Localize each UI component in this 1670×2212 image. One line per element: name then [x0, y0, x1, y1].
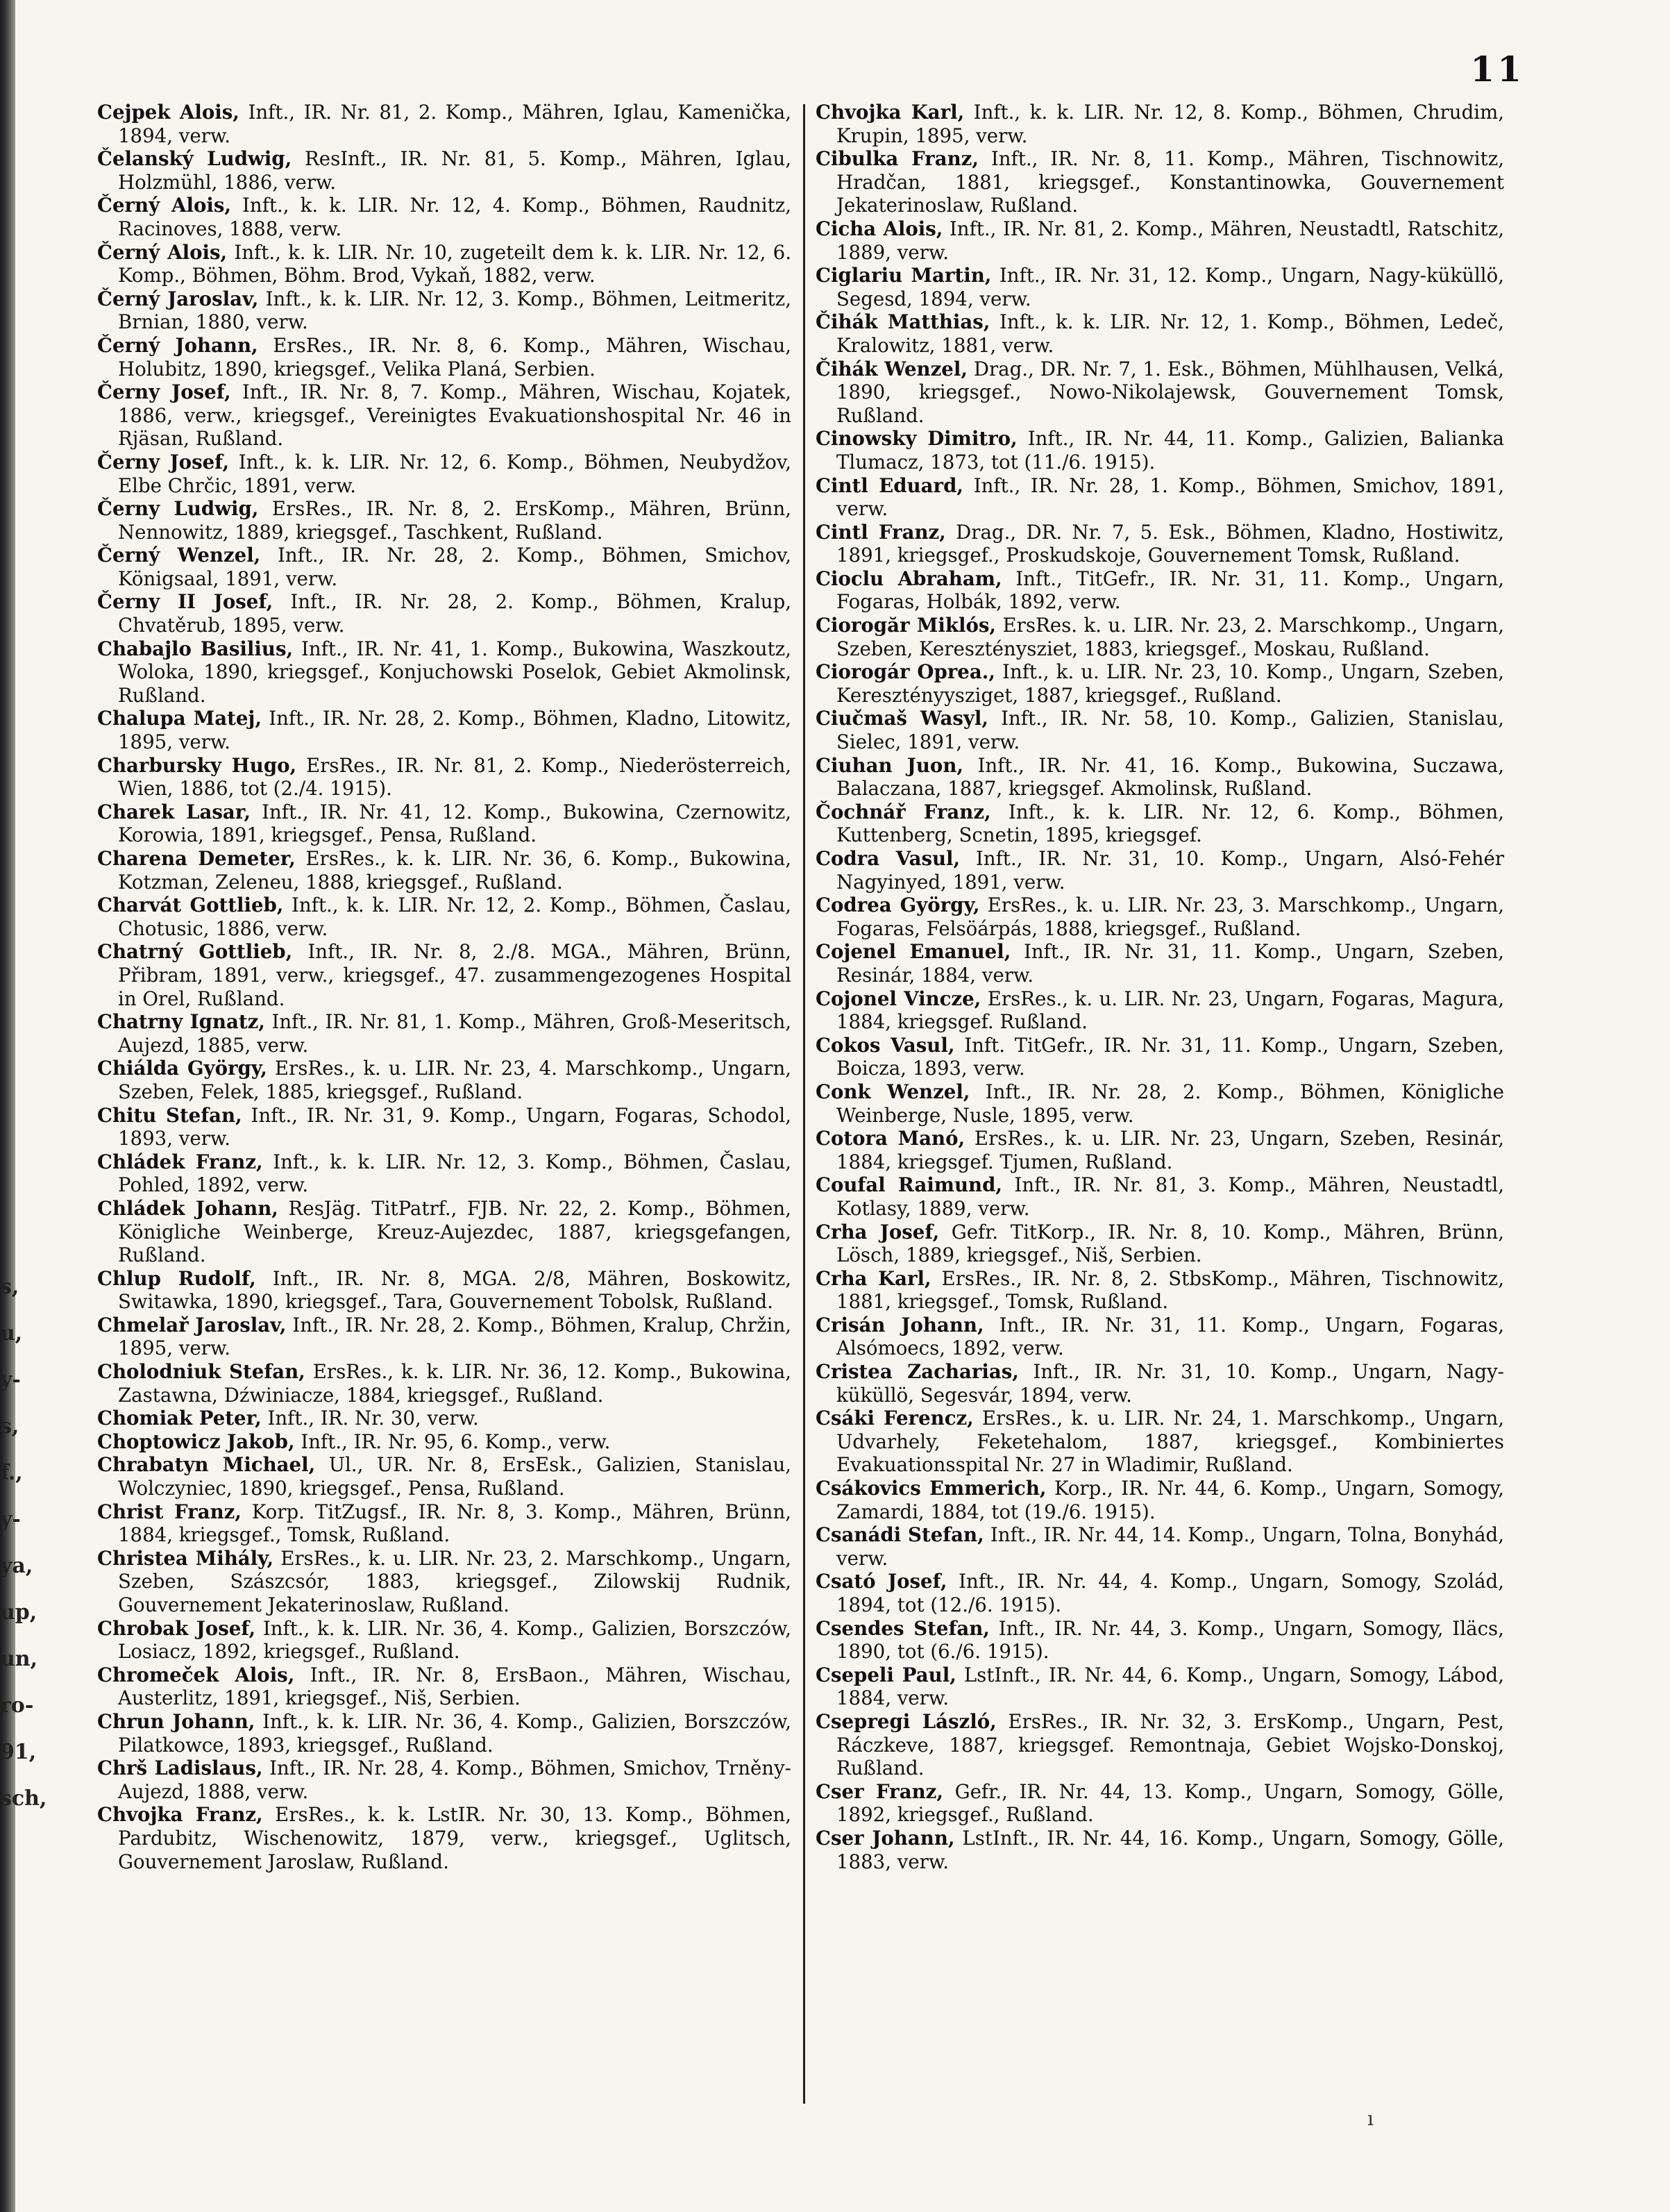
entry-details: Inft., IR. Nr. 8, 7. Komp., Mähren, Wischau, Kojatek, 1886, verw., kriegsgef., Vereinigtes Evakuationshospital Nr. 46 in Rjäsan, Rußland. — [118, 380, 791, 451]
entry-name: Chládek Johann, — [97, 1196, 278, 1220]
entry-name: Chvojka Franz, — [97, 1803, 263, 1827]
entry-name: Christ Franz, — [97, 1500, 242, 1523]
list-entry — [816, 147, 1504, 217]
bottom-mark: ı — [1367, 2107, 1374, 2130]
entry-details: Inft., IR. Nr. 8, 11. Komp., Mähren, Tischnowitz, Hradčan, 1881, kriegsgef., Konstantinowka, Gouvernement Jekaterinoslaw, Rußland. — [836, 147, 1505, 217]
list-entry — [97, 1500, 791, 1547]
list-entry — [97, 707, 791, 753]
entry-details: LstInft., IR. Nr. 44, 6. Komp., Ungarn, Somogy, Lábod, 1884, verw. — [836, 1663, 1504, 1710]
entry-details: Inft., IR. Nr. 95, 6. Komp., verw. — [301, 1430, 611, 1453]
entry-name: Cintl Eduard, — [816, 474, 963, 497]
previous-page-fragment: f., — [0, 1461, 23, 1485]
entry-name: Csanádi Stefan, — [816, 1523, 984, 1547]
entry-details: Inft., IR. Nr. 28, 2. Komp., Böhmen, Kralup, Chržin, 1895, verw. — [118, 1313, 791, 1360]
entry-details: Inft. TitGefr., IR. Nr. 31, 11. Komp., Ungarn, Szeben, Boicza, 1893, verw. — [836, 1033, 1504, 1080]
list-entry — [816, 1617, 1504, 1664]
entry-details: Drag., DR. Nr. 7, 1. Esk., Böhmen, Mühlhausen, Velká, 1890, kriegsgef., Nowo-Nikolajewsk, Gouvernement Tomsk, Rußland. — [836, 357, 1504, 427]
previous-page-fragment: ya, — [0, 1554, 33, 1578]
entry-details: Inft., IR. Nr. 31, 11. Komp., Ungarn, Szeben, Resinár, 1884, verw. — [836, 940, 1504, 987]
entry-details: Inft., k. k. LIR. Nr. 12, 1. Komp., Böhmen, Ledeč, Kralowitz, 1881, verw. — [836, 310, 1504, 357]
list-entry — [816, 987, 1504, 1034]
entry-details: ErsRes., k. u. LIR. Nr. 24, 1. Marschkomp., Ungarn, Udvarhely, Feketehalom, 1887, kriegsgef., Kombiniertes Evakuationsspital Nr. 27 in Wladimir, Rußland. — [836, 1407, 1504, 1477]
previous-page-fragments — [0, 1264, 47, 1822]
entry-name: Ciuhan Juon, — [816, 753, 963, 777]
entry-details: Inft., k. k. LIR. Nr. 36, 4. Komp., Galizien, Borszczów, Losiacz, 1892, kriegsgef., Rußland. — [118, 1616, 791, 1664]
list-entry — [816, 940, 1504, 987]
entry-details: Korp., IR. Nr. 44, 6. Komp., Ungarn, Somogy, Zamardi, 1884, tot (19./6. 1915). — [836, 1477, 1504, 1523]
entry-details: Inft., IR. Nr. 30, verw. — [267, 1407, 479, 1430]
previous-page-fragment: sch, — [0, 1786, 47, 1811]
list-entry — [97, 497, 791, 544]
entry-name: Csáki Ferencz, — [816, 1407, 974, 1430]
entry-name: Chomiak Peter, — [97, 1407, 262, 1430]
entry-name: Čelanský Ludwig, — [97, 147, 292, 171]
entry-name: Cintl Franz, — [816, 520, 946, 544]
entry-details: Inft., k. k. LIR. Nr. 36, 4. Komp., Galizien, Borszczów, Pilatkowce, 1893, kriegsgef., Rußland. — [118, 1709, 791, 1757]
entry-details: Inft., IR. Nr. 81, 1. Komp., Mähren, Groß-Meseritsch, Aujezd, 1885, verw. — [118, 1010, 791, 1057]
list-entry — [97, 1407, 791, 1430]
list-entry — [97, 1360, 791, 1407]
list-entry — [816, 801, 1504, 847]
entry-details: Inft., IR. Nr. 8, 2./8. MGA., Mähren, Brünn, Přibram, 1891, verw., kriegsgef., 47. zusammengezogenes Hospital in Orel, Rußland. — [118, 940, 791, 1010]
entry-details: Inft., IR. Nr. 28, 4. Komp., Böhmen, Smichov, Trněny-Aujezd, 1888, verw. — [118, 1757, 791, 1803]
list-entry — [816, 1407, 1504, 1477]
list-entry — [97, 1314, 791, 1360]
previous-page-fragment: up, — [0, 1600, 37, 1625]
entry-details: Inft., IR. Nr. 41, 1. Komp., Bukowina, Waszkoutz, Woloka, 1890, kriegsgef., Konjuchowski Poselok, Gebiet Akmolinsk, Rußland. — [118, 637, 791, 707]
previous-page-fragment: ro- — [0, 1693, 34, 1718]
entry-name: Cser Johann, — [816, 1826, 955, 1850]
list-entry — [816, 474, 1504, 521]
entry-name: Černý Johann, — [97, 333, 258, 357]
list-entry — [816, 101, 1504, 147]
entry-details: Inft., IR. Nr. 81, 2. Komp., Mähren, Neustadtl, Ratschitz, 1889, verw. — [836, 217, 1505, 264]
entry-details: Inft., IR. Nr. 28, 2. Komp., Böhmen, Kladno, Litowitz, 1895, verw. — [118, 707, 791, 754]
list-entry — [97, 194, 791, 240]
entry-details: ErsRes., IR. Nr. 8, 2. StbsKomp., Mähren, Tischnowitz, 1881, kriegsgef., Tomsk, Rußland. — [836, 1266, 1504, 1314]
list-entry — [97, 147, 791, 194]
list-entry — [816, 521, 1504, 567]
entry-details: Inft., IR. Nr. 8, ErsBaon., Mähren, Wischau, Austerlitz, 1891, kriegsgef., Niš, Serbien. — [118, 1663, 792, 1710]
entry-name: Charvát Gottlieb, — [97, 894, 284, 917]
entry-details: Inft., IR. Nr. 41, 12. Komp., Bukowina, Czernowitz, Korowia, 1891, kriegsgef., Pensa, Rußland. — [118, 800, 791, 847]
entry-name: Cejpek Alois, — [97, 101, 239, 124]
entry-name: Černy Ludwig, — [97, 497, 259, 521]
list-entry — [97, 1057, 791, 1103]
list-entry — [97, 590, 791, 637]
previous-page-fragment: y- — [0, 1507, 21, 1532]
entry-name: Csendes Stefan, — [816, 1616, 990, 1640]
entry-details: Inft., TitGefr., IR. Nr. 31, 11. Komp., Ungarn, Fogaras, Holbák, 1892, verw. — [836, 567, 1504, 614]
left-column — [97, 101, 791, 1873]
list-entry — [97, 940, 791, 1010]
list-entry — [97, 637, 791, 707]
entry-name: Cser Franz, — [816, 1779, 943, 1803]
list-entry — [97, 544, 791, 590]
list-entry — [97, 1197, 791, 1267]
entry-name: Chitu Stefan, — [97, 1103, 242, 1127]
list-entry — [97, 1710, 791, 1757]
entry-name: Charena Demeter, — [97, 847, 296, 870]
entry-details: Inft., IR. Nr. 41, 16. Komp., Bukowina, Suczawa, Balaczana, 1887, kriegsgef. Akmolinsk, Rußland. — [836, 753, 1504, 801]
entry-name: Csepregi László, — [816, 1709, 997, 1733]
entry-name: Chlup Rudolf, — [97, 1266, 256, 1290]
page-number: 11 — [1470, 49, 1524, 90]
entry-details: ErsRes., IR. Nr. 8, 6. Komp., Mähren, Wischau, Holubitz, 1890, kriegsgef., Velika Planá, Serbien. — [118, 333, 791, 380]
entry-name: Chmelař Jaroslav, — [97, 1313, 287, 1337]
list-entry — [816, 567, 1504, 614]
list-entry — [816, 1267, 1504, 1314]
entry-details: Inft., IR. Nr. 44, 11. Komp., Galizien, Balianka Tlumacz, 1873, tot (11./6. 1915). — [836, 427, 1504, 474]
entry-name: Cinowsky Dimitro, — [816, 427, 1018, 451]
entry-details: Inft., IR. Nr. 28, 1. Komp., Böhmen, Smichov, 1891, verw. — [836, 474, 1504, 521]
entry-details: Inft., IR. Nr. 31, 12. Komp., Ungarn, Nagy-küküllö, Segesd, 1894, verw. — [836, 264, 1504, 310]
entry-name: Csató Josef, — [816, 1570, 947, 1593]
entry-name: Crisán Johann, — [816, 1313, 984, 1337]
list-entry — [97, 451, 791, 497]
list-entry — [816, 1360, 1504, 1407]
entry-details: Inft., k. u. LIR. Nr. 23, 10. Komp., Ungarn, Szeben, Keresztényysziget, 1887, kriegsgef., Rußland. — [836, 660, 1504, 707]
entry-details: Inft., IR. Nr. 81, 2. Komp., Mähren, Iglau, Kamenička, 1894, verw. — [118, 101, 791, 147]
entry-details: Inft., k. k. LIR. Nr. 12, 8. Komp., Böhmen, Chrudim, Krupin, 1895, verw. — [836, 101, 1505, 147]
entry-name: Čihák Matthias, — [816, 310, 990, 334]
list-entry — [816, 1173, 1504, 1220]
entry-details: Inft., IR. Nr. 31, 11. Komp., Ungarn, Fogaras, Alsómoecs, 1892, verw. — [836, 1313, 1504, 1360]
entry-name: Cibulka Franz, — [816, 147, 979, 171]
entry-name: Černý Jaroslav, — [97, 287, 259, 310]
entry-details: ErsRes., k. u. LIR. Nr. 23, Ungarn, Fogaras, Magura, 1884, kriegsgef. Rußland. — [836, 987, 1504, 1034]
entry-name: Ciorogăr Miklós, — [816, 614, 997, 637]
entry-details: ErsRes., IR. Nr. 8, 2. ErsKomp., Mähren, Brünn, Nennowitz, 1889, kriegsgef., Taschkent, Rußland. — [118, 497, 792, 544]
right-column — [816, 101, 1504, 1873]
entry-name: Černy Josef, — [97, 380, 231, 404]
entry-details: ResInft., IR. Nr. 81, 5. Komp., Mähren, Iglau, Holzmühl, 1886, verw. — [118, 147, 792, 194]
list-entry — [816, 1780, 1504, 1827]
previous-page-fragment: s, — [0, 1414, 19, 1439]
entry-name: Černý Alois, — [97, 240, 228, 264]
list-entry — [97, 241, 791, 287]
entry-name: Chrš Ladislaus, — [97, 1757, 263, 1780]
entry-name: Cicha Alois, — [816, 217, 943, 240]
entry-name: Choptowicz Jakob, — [97, 1430, 295, 1453]
entry-details: ErsRes., k. k. LIR. Nr. 36, 6. Komp., Bukowina, Kotzman, Zeleneu, 1888, kriegsgef., Rußland. — [118, 847, 791, 894]
entry-name: Čochnář Franz, — [816, 800, 991, 823]
list-entry — [816, 1664, 1504, 1710]
entry-details: ErsRes., k. k. LIR. Nr. 36, 12. Komp., Bukowina, Zastawna, Dźwiniacze, 1884, kriegsgef., Rußland. — [118, 1360, 791, 1407]
list-entry — [816, 1710, 1504, 1780]
entry-name: Cojenel Emanuel, — [816, 940, 1011, 964]
entry-name: Chromeček Alois, — [97, 1663, 295, 1686]
entry-name: Chabajlo Basilius, — [97, 637, 294, 660]
list-entry — [816, 1034, 1504, 1080]
entry-name: Csepeli Paul, — [816, 1663, 956, 1686]
entry-details: ErsRes., k. u. LIR. Nr. 23, Ungarn, Szeben, Resinár, 1884, kriegsgef. Tjumen, Rußland. — [836, 1127, 1504, 1173]
entry-details: Inft., IR. Nr. 44, 4. Komp., Ungarn, Somogy, Szolád, 1894, tot (12./6. 1915). — [836, 1570, 1504, 1616]
entry-name: Christea Mihály, — [97, 1546, 274, 1570]
previous-page-fragment: y- — [0, 1368, 21, 1392]
entry-details: Inft., IR. Nr. 8, MGA. 2/8, Mähren, Boskowitz, Switawka, 1890, kriegsgef., Tara, Gouvernement Tobolsk, Rußland. — [118, 1266, 791, 1314]
list-entry — [816, 614, 1504, 660]
list-entry — [816, 754, 1504, 801]
entry-details: Inft., IR. Nr. 31, 10. Komp., Ungarn, Nagy-küküllö, Segesvár, 1894, verw. — [836, 1360, 1504, 1407]
entry-name: Chatrny Ignatz, — [97, 1010, 265, 1034]
entry-name: Cholodniuk Stefan, — [97, 1360, 305, 1384]
previous-page-fragment: un, — [0, 1647, 38, 1671]
entry-details: Inft., k. k. LIR. Nr. 10, zugeteilt dem k. k. LIR. Nr. 12, 6. Komp., Böhmen, Böhm. Brod, Vykaň, 1882, verw. — [118, 240, 791, 287]
list-entry — [816, 1570, 1504, 1616]
entry-name: Chrabatyn Michael, — [97, 1453, 316, 1477]
entry-name: Coufal Raimund, — [816, 1173, 1003, 1197]
column-divider — [803, 104, 805, 2104]
entry-name: Chrobak Josef, — [97, 1616, 256, 1640]
list-entry — [97, 1150, 791, 1197]
entry-details: ErsRes., IR. Nr. 81, 2. Komp., Niederösterreich, Wien, 1886, tot (2./4. 1915). — [118, 753, 791, 801]
entry-details: Inft., IR. Nr. 28, 2. Komp., Böhmen, Smichov, Königsaal, 1891, verw. — [118, 544, 791, 590]
entry-details: Inft., IR. Nr. 28, 2. Komp., Böhmen, Königliche Weinberge, Nusle, 1895, verw. — [836, 1080, 1504, 1127]
entry-name: Charbursky Hugo, — [97, 753, 297, 777]
entry-details: Inft., k. k. LIR. Nr. 12, 3. Komp., Böhmen, Leitmeritz, Brnian, 1880, verw. — [118, 287, 791, 334]
list-entry — [97, 1010, 791, 1057]
entry-name: Cotora Manó, — [816, 1127, 965, 1150]
entry-name: Charek Lasar, — [97, 800, 251, 823]
entry-name: Crha Karl, — [816, 1266, 931, 1290]
list-entry — [97, 1547, 791, 1617]
list-entry — [816, 217, 1504, 264]
entry-details: Inft., IR. Nr. 44, 14. Komp., Ungarn, Tolna, Bonyhád, verw. — [836, 1523, 1504, 1570]
entry-details: Gefr., IR. Nr. 44, 13. Komp., Ungarn, Somogy, Gölle, 1892, kriegsgef., Rußland. — [836, 1779, 1504, 1827]
list-entry — [816, 1477, 1504, 1523]
entry-details: Inft., IR. Nr. 44, 3. Komp., Ungarn, Somogy, Iläcs, 1890, tot (6./6. 1915). — [836, 1616, 1504, 1664]
entry-details: Drag., DR. Nr. 7, 5. Esk., Böhmen, Kladno, Hostiwitz, 1891, kriegsgef., Proskudskoje, Gouvernement Tomsk, Rußland. — [836, 520, 1504, 567]
entry-name: Chatrný Gottlieb, — [97, 940, 293, 964]
entry-name: Codrea György, — [816, 894, 980, 917]
entry-name: Cioclu Abraham, — [816, 567, 1002, 590]
list-entry — [97, 1453, 791, 1500]
list-entry — [816, 358, 1504, 428]
entry-name: Conk Wenzel, — [816, 1080, 970, 1103]
entry-name: Ciučmaš Wasyl, — [816, 707, 988, 730]
list-entry — [97, 1617, 791, 1664]
entry-details: Inft., IR. Nr. 58, 10. Komp., Galizien, Stanislau, Sielec, 1891, verw. — [836, 707, 1504, 754]
previous-page-fragment: 91, — [0, 1740, 37, 1764]
entry-name: Černy Josef, — [97, 450, 230, 474]
entry-details: ErsRes., k. k. LstIR. Nr. 30, 13. Komp., Böhmen, Pardubitz, Wischenowitz, 1879, verw., kriegsgef., Uglitsch, Gouvernement Jaroslaw, Rußland. — [118, 1803, 791, 1873]
entry-details: LstInft., IR. Nr. 44, 16. Komp., Ungarn, Somogy, Gölle, 1883, verw. — [836, 1826, 1504, 1873]
list-entry — [97, 1430, 791, 1454]
list-entry — [816, 310, 1504, 357]
entry-name: Codra Vasul, — [816, 847, 961, 870]
entry-name: Cristea Zacharias, — [816, 1360, 1019, 1384]
entry-details: ErsRes., k. u. LIR. Nr. 23, 3. Marschkomp., Ungarn, Fogaras, Felsöárpás, 1888, kriegsgef., Rußland. — [836, 894, 1504, 940]
entry-name: Cojonel Vincze, — [816, 987, 981, 1010]
list-entry — [97, 1757, 791, 1803]
list-entry — [97, 1803, 791, 1873]
list-entry — [816, 1314, 1504, 1360]
entry-details: Inft., k. k. LIR. Nr. 12, 6. Komp., Böhmen, Kuttenberg, Scnetin, 1895, kriegsgef. — [836, 800, 1504, 847]
list-entry — [816, 1080, 1504, 1127]
entry-name: Černý Wenzel, — [97, 544, 261, 567]
entry-details: Korp. TitZugsf., IR. Nr. 8, 3. Komp., Mähren, Brünn, 1884, kriegsgef., Tomsk, Rußland. — [118, 1500, 791, 1547]
list-entry — [816, 1827, 1504, 1873]
previous-page-fragment: u, — [0, 1321, 23, 1346]
list-entry — [97, 754, 791, 801]
list-entry — [97, 101, 791, 147]
entry-details: Inft., IR. Nr. 31, 9. Komp., Ungarn, Fogaras, Schodol, 1893, verw. — [118, 1103, 791, 1150]
list-entry — [97, 847, 791, 894]
entry-name: Černy II Josef, — [97, 590, 273, 614]
list-entry — [97, 287, 791, 334]
entry-details: ErsRes., IR. Nr. 32, 3. ErsKomp., Ungarn, Pest, Ráczkeve, 1887, kriegsgef. Remontnaja, Gebiet Wojsko-Donskoj, Rußland. — [836, 1709, 1504, 1780]
entry-name: Cokos Vasul, — [816, 1033, 955, 1057]
list-entry — [816, 1127, 1504, 1173]
list-entry — [816, 660, 1504, 707]
list-entry — [816, 1221, 1504, 1267]
list-entry — [97, 1267, 791, 1314]
entry-details: ErsRes., k. u. LIR. Nr. 23, 2. Marschkomp., Ungarn, Szeben, Szászcsór, 1883, kriegsgef., Zilowskij Rudnik, Gouvernement Jekaterinoslaw, Rußland. — [118, 1546, 791, 1616]
list-entry — [816, 427, 1504, 474]
entry-name: Chiálda György, — [97, 1057, 267, 1080]
list-entry — [816, 707, 1504, 753]
entry-name: Chládek Franz, — [97, 1150, 263, 1173]
list-entry — [816, 847, 1504, 894]
list-entry — [816, 894, 1504, 940]
entry-details: ErsRes., k. u. LIR. Nr. 23, 4. Marschkomp., Ungarn, Szeben, Felek, 1885, kriegsgef., Rußland. — [118, 1057, 791, 1103]
entry-details: Inft., k. k. LIR. Nr. 12, 4. Komp., Böhmen, Raudnitz, Racinoves, 1888, verw. — [118, 194, 791, 240]
entry-details: Inft., IR. Nr. 81, 3. Komp., Mähren, Neustadtl, Kotlasy, 1889, verw. — [836, 1173, 1505, 1220]
entry-details: Ul., UR. Nr. 8, ErsEsk., Galizien, Stanislau, Wolczyniec, 1890, kriegsgef., Pensa, Rußland. — [118, 1453, 791, 1500]
entry-name: Crha Josef, — [816, 1220, 940, 1243]
list-entry — [816, 1523, 1504, 1570]
list-entry — [816, 264, 1504, 310]
previous-page-fragment: s, — [0, 1275, 19, 1299]
list-entry — [97, 1104, 791, 1150]
entry-details: Inft., k. k. LIR. Nr. 12, 6. Komp., Böhmen, Neubydžov, Elbe Chrčic, 1891, verw. — [118, 450, 791, 497]
entry-name: Csákovics Emmerich, — [816, 1477, 1047, 1500]
list-entry — [97, 380, 791, 451]
entry-name: Ciglariu Martin, — [816, 264, 992, 287]
entry-details: Gefr. TitKorp., IR. Nr. 8, 10. Komp., Mähren, Brünn, Lösch, 1889, kriegsgef., Niš, Serbien. — [836, 1220, 1504, 1267]
list-entry — [97, 894, 791, 940]
binding-edge — [0, 0, 15, 2212]
entry-name: Černý Alois, — [97, 194, 231, 217]
entry-details: Inft., IR. Nr. 31, 10. Komp., Ungarn, Alsó-Fehér Nagyinyed, 1891, verw. — [836, 847, 1504, 894]
entry-details: ErsRes. k. u. LIR. Nr. 23, 2. Marschkomp., Ungarn, Szeben, Kereszténysziet, 1883, kriegsgef., Moskau, Rußland. — [836, 614, 1504, 660]
entry-details: ResJäg. TitPatrf., FJB. Nr. 22, 2. Komp., Böhmen, Königliche Weinberge, Kreuz-Aujezdec, 1887, kriegsgefangen, Rußland. — [118, 1196, 791, 1267]
entry-details: Inft., IR. Nr. 28, 2. Komp., Böhmen, Kralup, Chvatěrub, 1895, verw. — [118, 590, 791, 637]
entry-details: Inft., k. k. LIR. Nr. 12, 2. Komp., Böhmen, Časlau, Chotusic, 1886, verw. — [118, 894, 791, 940]
entry-name: Čihák Wenzel, — [816, 357, 968, 380]
entry-name: Ciorogár Oprea., — [816, 660, 995, 684]
entry-name: Chalupa Matej, — [97, 707, 262, 730]
entry-details: Inft., k. k. LIR. Nr. 12, 3. Komp., Böhmen, Časlau, Pohled, 1892, verw. — [118, 1150, 791, 1197]
entry-name: Chrun Johann, — [97, 1709, 255, 1733]
entry-name: Chvojka Karl, — [816, 101, 965, 124]
list-entry — [97, 334, 791, 380]
list-entry — [97, 801, 791, 847]
list-entry — [97, 1664, 791, 1710]
